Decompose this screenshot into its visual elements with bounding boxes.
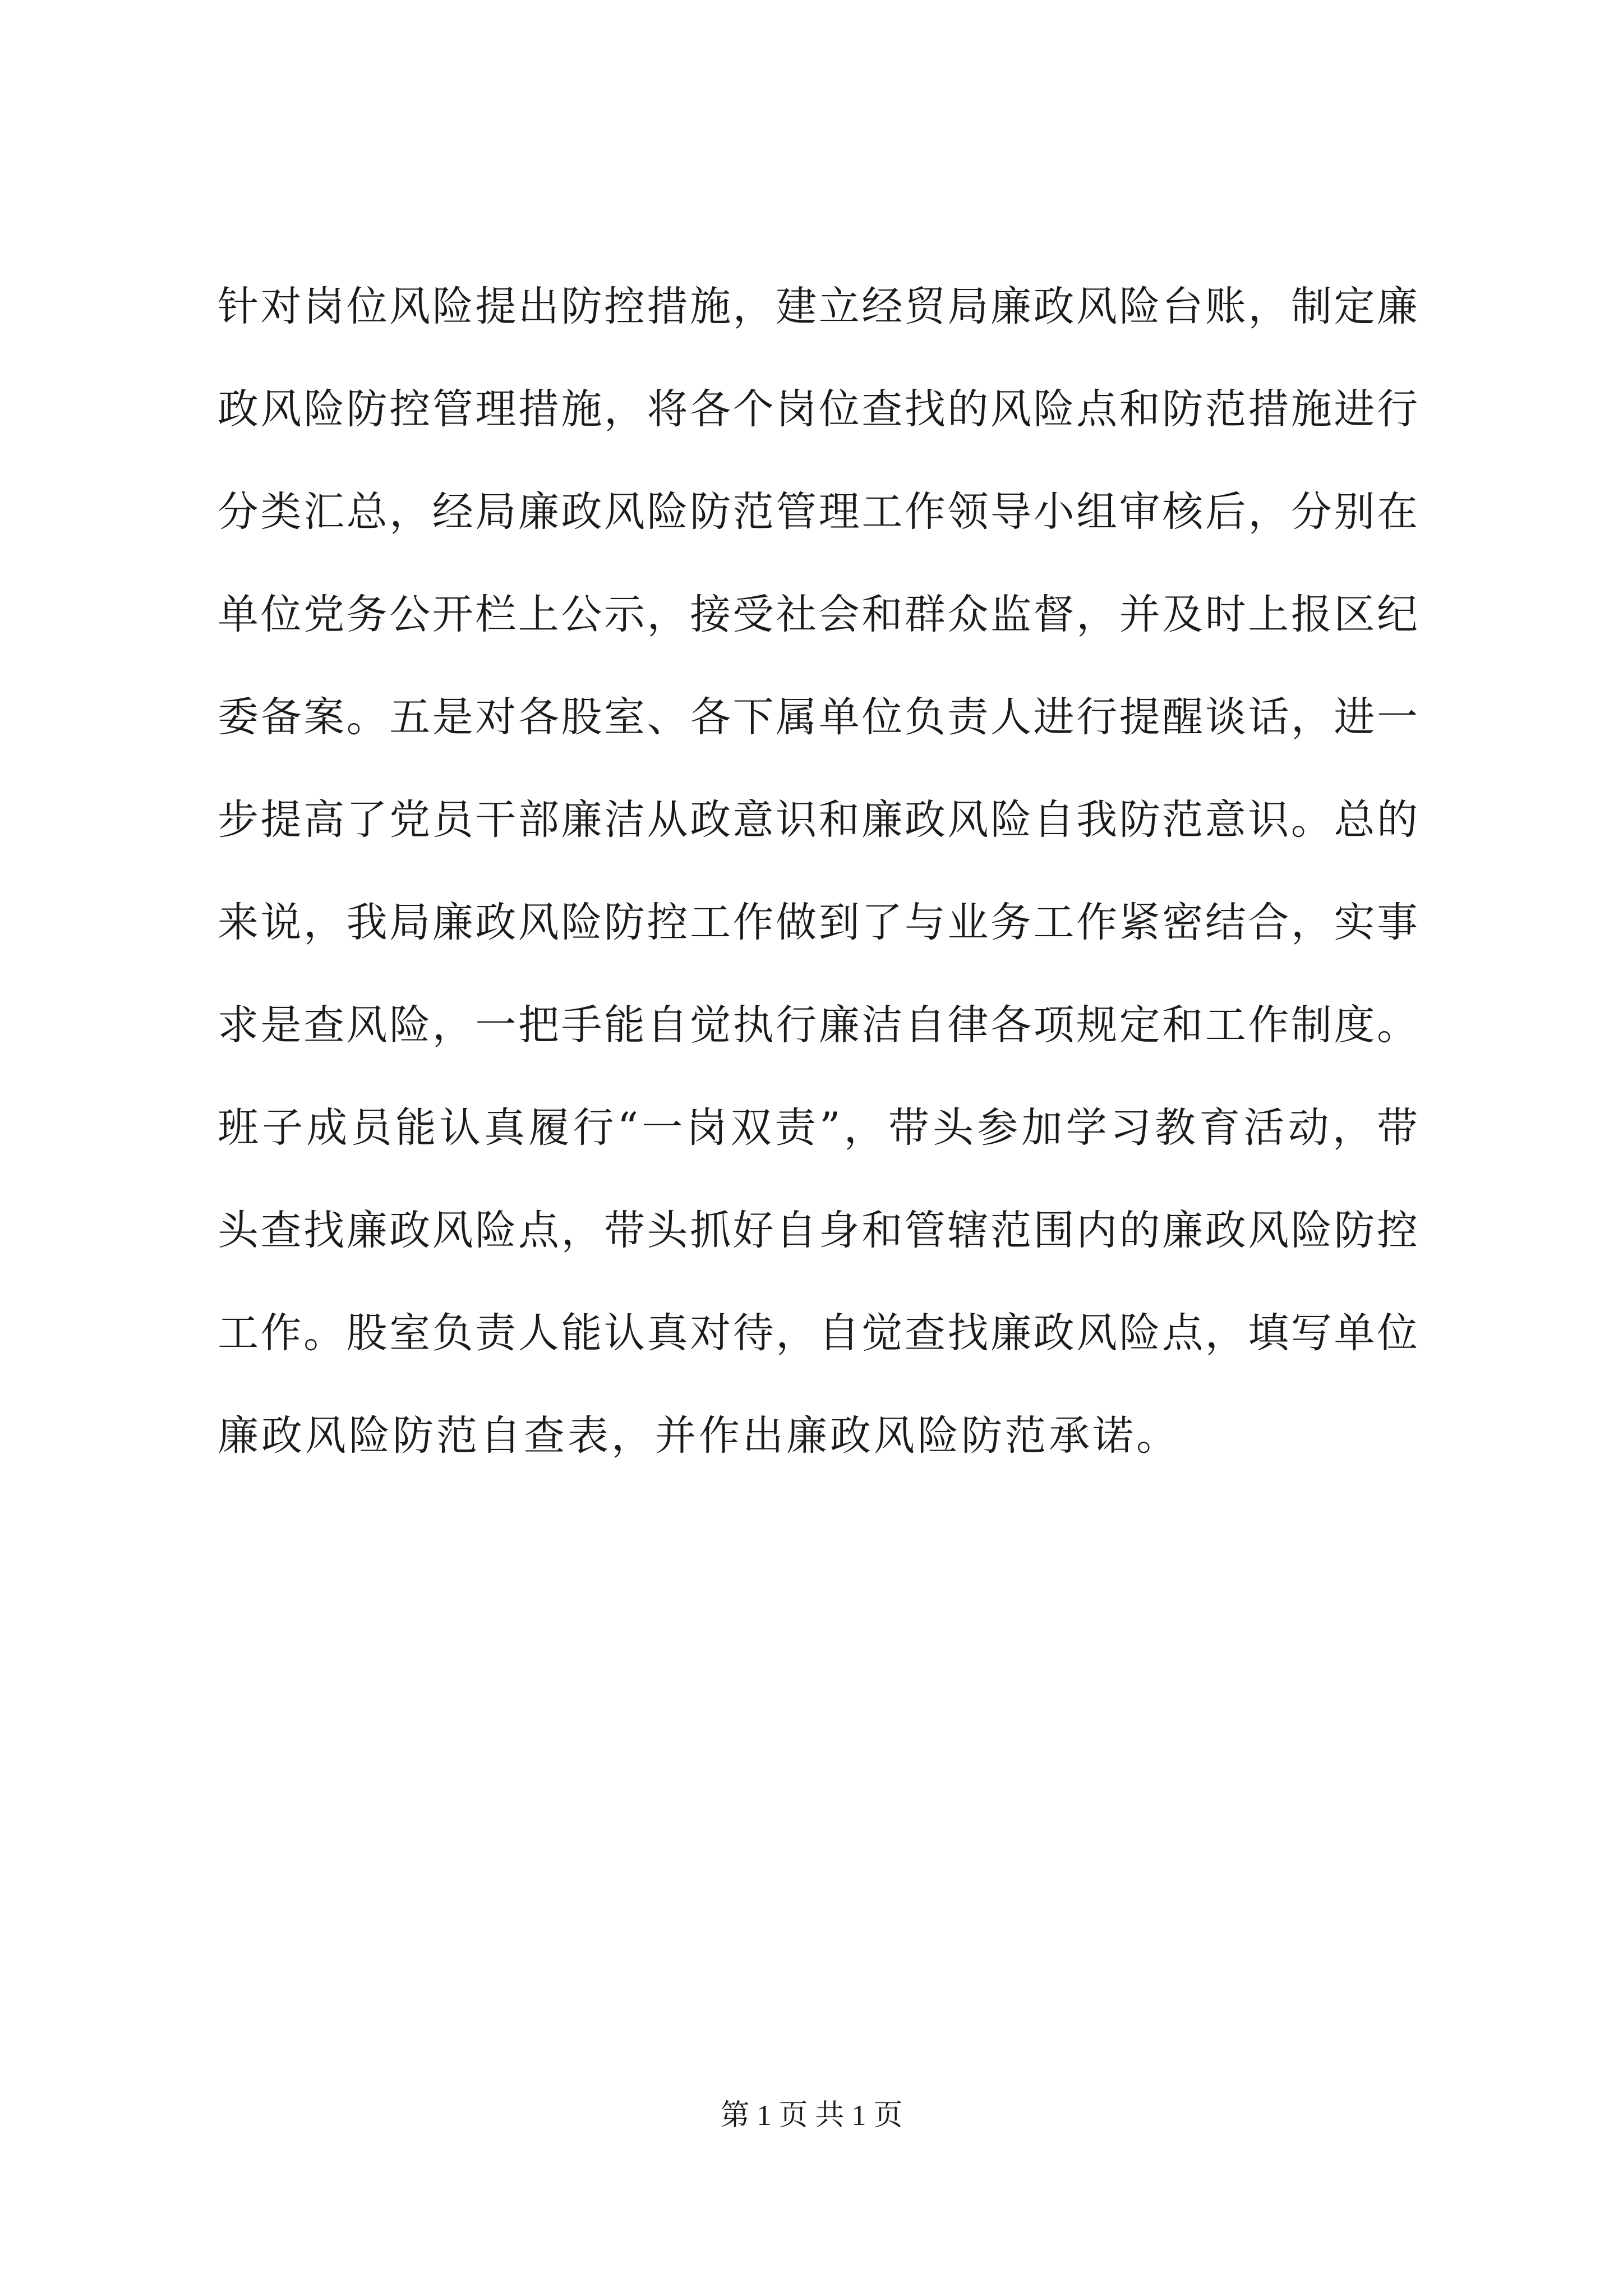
paragraph-line: 委备案。五是对各股室、各下属单位负责人进行提醒谈话，进一 — [218, 693, 1418, 741]
body-paragraph — [218, 255, 1418, 1487]
page-number-footer: 第 1 页 共 1 页 — [720, 2100, 903, 2132]
paragraph-line: 分类汇总，经局廉政风险防范管理工作领导小组审核后，分别在 — [218, 488, 1418, 536]
paragraph-line: 来说，我局廉政风险防控工作做到了与业务工作紧密结合，实事 — [218, 899, 1418, 946]
paragraph-line: 针对岗位风险提出防控措施，建立经贸局廉政风险台账，制定廉 — [218, 283, 1418, 330]
paragraph-line: 廉政风险防范自查表，并作出廉政风险防范承诺。 — [218, 1412, 1180, 1460]
paragraph-line: 班子成员能认真履行“一岗双责”，带头参加学习教育活动，带 — [218, 1104, 1418, 1152]
paragraph-line: 头查找廉政风险点，带头抓好自身和管辖范围内的廉政风险防控 — [218, 1207, 1418, 1254]
paragraph-line: 工作。股室负责人能认真对待，自觉查找廉政风险点，填写单位 — [218, 1309, 1418, 1357]
paragraph-line: 步提高了党员干部廉洁从政意识和廉政风险自我防范意识。总的 — [218, 796, 1418, 844]
paragraph-line: 政风险防控管理措施，将各个岗位查找的风险点和防范措施进行 — [218, 385, 1418, 433]
paragraph-line: 单位党务公开栏上公示，接受社会和群众监督，并及时上报区纪 — [218, 591, 1418, 638]
paragraph-line: 求是查风险，一把手能自觉执行廉洁自律各项规定和工作制度。 — [218, 1001, 1418, 1049]
